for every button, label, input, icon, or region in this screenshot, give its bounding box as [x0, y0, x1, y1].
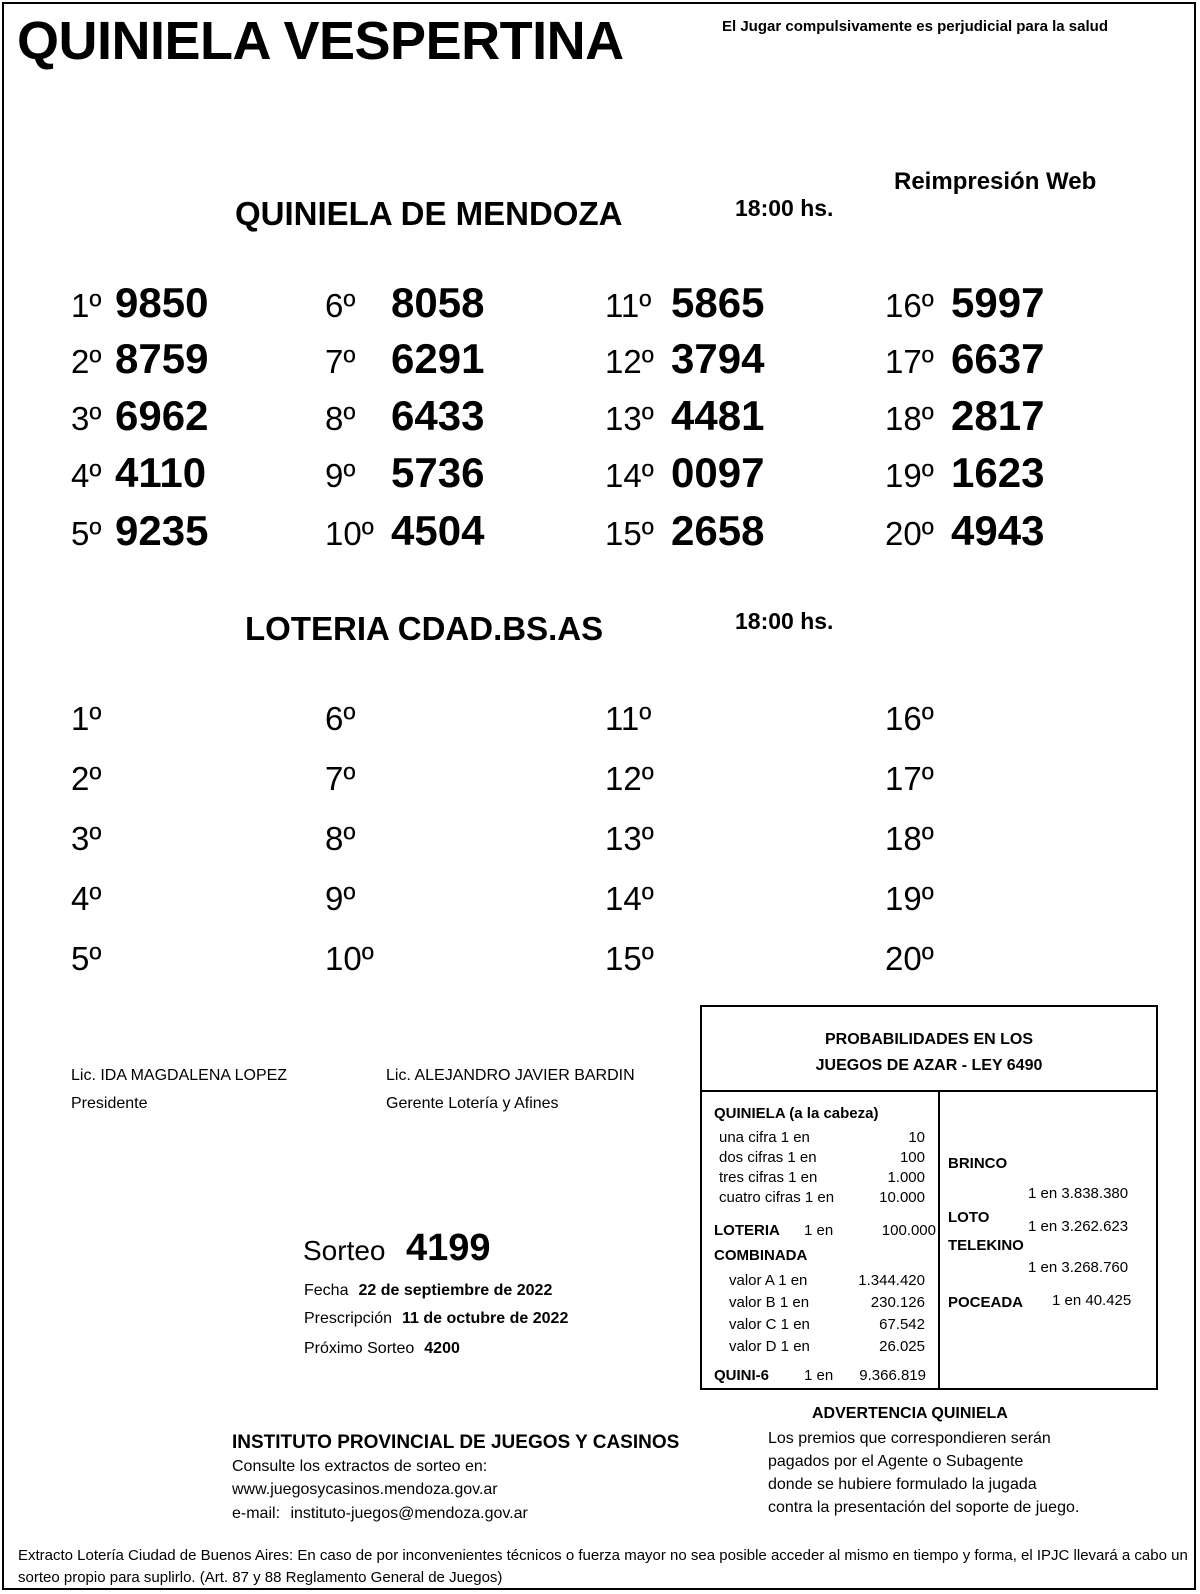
loteria-section-title: LOTERIA CDAD.BS.AS	[245, 610, 604, 647]
position-label: 18º	[885, 820, 934, 857]
winning-number: 8759	[115, 335, 209, 382]
position-label: 19º	[885, 457, 934, 494]
manager-role: Gerente Lotería y Afines	[386, 1095, 559, 1112]
brinco-prob-label: BRINCO	[948, 1155, 1008, 1172]
draw-prescription	[304, 1310, 568, 1328]
manager-name: Lic. ALEJANDRO JAVIER BARDIN	[386, 1067, 635, 1084]
mendoza-draw-time: 18:00 hs.	[735, 195, 834, 221]
winning-number: 6637	[951, 335, 1045, 382]
position-label: 19º	[885, 880, 934, 917]
position-label: 9º	[325, 457, 356, 494]
draw-date-label: Fecha	[304, 1282, 349, 1299]
quini6-prob-value: 9.366.819	[859, 1367, 926, 1384]
telekino-prob-label: TELEKINO	[948, 1237, 1024, 1254]
position-label: 15º	[605, 940, 654, 977]
advertencia-line: contra la presentación del soporte de juego.	[768, 1499, 1080, 1516]
loteria-result-10	[325, 940, 374, 978]
winning-number: 4481	[671, 392, 765, 439]
winning-number: 6962	[115, 392, 209, 439]
position-label: 2º	[71, 760, 102, 797]
probabilities-title-line2: JUEGOS DE AZAR - LEY 6490	[815, 1057, 1043, 1074]
signature-left	[71, 1062, 287, 1118]
next-draw	[304, 1340, 460, 1358]
position-label: 4º	[71, 457, 102, 494]
mendoza-result-4	[71, 449, 206, 497]
loteria-result-20	[885, 940, 934, 978]
position-label: 2º	[71, 343, 102, 380]
loteria-result-4	[71, 880, 111, 918]
position-label: 7º	[325, 760, 356, 797]
loto-prob-value: 1 en 3.262.623	[1028, 1218, 1129, 1235]
winning-number: 2817	[951, 392, 1045, 439]
position-label: 15º	[605, 515, 654, 552]
email-link[interactable]: instituto-juegos@mendoza.gov.ar	[290, 1505, 528, 1522]
position-label: 11º	[605, 700, 652, 737]
loteria-prob-text: 1 en	[804, 1222, 834, 1239]
loto-prob-label: LOTO	[948, 1209, 990, 1226]
quiniela-prob-row-label: cuatro cifras 1 en	[719, 1189, 835, 1206]
combinada-prob-row-value: 1.344.420	[858, 1272, 925, 1289]
combinada-prob-label: COMBINADA	[714, 1247, 808, 1264]
position-label: 16º	[885, 287, 934, 324]
loteria-result-18	[885, 820, 934, 858]
loteria-result-19	[885, 880, 934, 918]
position-label: 13º	[605, 400, 654, 437]
telekino-prob-value: 1 en 3.268.760	[1028, 1259, 1129, 1276]
position-label: 10º	[325, 940, 374, 977]
probabilities-box	[700, 1005, 1158, 1390]
quini6-prob-label: QUINI-6	[714, 1367, 770, 1384]
mendoza-result-8	[325, 392, 484, 440]
position-label: 20º	[885, 515, 934, 552]
mendoza-result-16	[885, 279, 1044, 327]
probabilities-header	[702, 1007, 1156, 1092]
winning-number: 9235	[115, 507, 209, 554]
quiniela-prob-label: QUINIELA (a la cabeza)	[714, 1105, 879, 1122]
institute-website-link[interactable]: www.juegosycasinos.mendoza.gov.ar	[232, 1481, 498, 1498]
probabilities-column-divider	[938, 1092, 940, 1388]
prescription-label: Prescripción	[304, 1310, 393, 1327]
mendoza-result-15	[605, 507, 764, 555]
position-label: 3º	[71, 820, 102, 857]
position-label: 8º	[325, 400, 356, 437]
sorteo-number: 4199	[406, 1227, 491, 1269]
winning-number: 6433	[391, 392, 485, 439]
position-label: 3º	[71, 400, 102, 437]
combinada-prob-row-label: valor B 1 en	[729, 1294, 810, 1311]
winning-number: 4943	[951, 507, 1045, 554]
mendoza-section-title: QUINIELA DE MENDOZA	[235, 195, 623, 232]
quiniela-prob-row-value: 10	[908, 1129, 925, 1146]
mendoza-result-3	[71, 392, 208, 440]
winning-number: 5736	[391, 449, 485, 496]
position-label: 17º	[885, 343, 934, 380]
position-label: 20º	[885, 940, 934, 977]
winning-number: 4110	[115, 449, 207, 496]
loteria-draw-time: 18:00 hs.	[735, 608, 834, 634]
institute-title: INSTITUTO PROVINCIAL DE JUEGOS Y CASINOS	[232, 1432, 680, 1453]
advertencia-line: donde se hubiere formulado la jugada	[768, 1476, 1037, 1493]
loteria-result-8	[325, 820, 365, 858]
mendoza-result-13	[605, 392, 764, 440]
position-label: 11º	[605, 287, 652, 324]
winning-number: 4504	[391, 507, 485, 554]
mendoza-result-1	[71, 279, 208, 327]
position-label: 1º	[71, 700, 102, 737]
email-label: e-mail:	[232, 1505, 281, 1522]
mendoza-result-6	[325, 279, 484, 327]
winning-number: 8058	[391, 279, 485, 326]
probabilities-title-line1: PROBABILIDADES EN LOS	[824, 1031, 1033, 1048]
quiniela-prob-row-label: tres cifras 1 en	[719, 1169, 818, 1186]
position-label: 16º	[885, 700, 934, 737]
mendoza-result-14	[605, 449, 764, 497]
mendoza-result-10	[325, 507, 484, 555]
institute-email	[232, 1505, 528, 1523]
quiniela-prob-row-label: una cifra 1 en	[719, 1129, 810, 1146]
president-name: Lic. IDA MAGDALENA LOPEZ	[71, 1067, 288, 1084]
loteria-result-14	[605, 880, 654, 918]
position-label: 10º	[325, 515, 374, 552]
page-title: QUINIELA VESPERTINA	[17, 11, 624, 71]
quiniela-prob-row-value: 10.000	[879, 1189, 925, 1206]
next-draw-label: Próximo Sorteo	[304, 1340, 415, 1357]
loteria-result-1	[71, 700, 111, 738]
position-label: 4º	[71, 880, 102, 917]
quiniela-prob-row-label: dos cifras 1 en	[719, 1149, 817, 1166]
winning-number: 2658	[671, 507, 765, 554]
mendoza-result-7	[325, 335, 484, 383]
president-role: Presidente	[71, 1095, 148, 1112]
loteria-result-7	[325, 760, 365, 798]
mendoza-result-20	[885, 507, 1044, 555]
winning-number: 1623	[951, 449, 1045, 496]
combinada-prob-row-label: valor C 1 en	[729, 1316, 810, 1333]
sorteo-label: Sorteo	[303, 1235, 386, 1266]
advertencia-line: pagados por el Agente o Subagente	[768, 1453, 1024, 1470]
position-label: 5º	[71, 940, 102, 977]
position-label: 12º	[605, 760, 654, 797]
loteria-result-15	[605, 940, 654, 978]
position-label: 9º	[325, 880, 356, 917]
loteria-prob-value: 100.000	[881, 1222, 936, 1239]
loteria-result-13	[605, 820, 654, 858]
position-label: 8º	[325, 820, 356, 857]
combinada-prob-row-label: valor A 1 en	[729, 1272, 808, 1289]
loteria-result-2	[71, 760, 111, 798]
position-label: 6º	[325, 287, 356, 324]
advertencia-line: Los premios que correspondieren serán	[768, 1430, 1051, 1447]
loteria-result-17	[885, 760, 934, 798]
position-label: 6º	[325, 700, 356, 737]
winning-number: 5865	[671, 279, 765, 326]
prescription-value: 11 de octubre de 2022	[402, 1310, 569, 1327]
mendoza-result-11	[605, 279, 764, 327]
quiniela-prob-row-value: 100	[899, 1149, 925, 1166]
quiniela-prob-row-value: 1.000	[887, 1169, 925, 1186]
combinada-prob-row-value: 26.025	[879, 1338, 925, 1355]
draw-date-value: 22 de septiembre de 2022	[358, 1282, 553, 1299]
advertencia-title: ADVERTENCIA QUINIELA	[812, 1405, 1008, 1422]
reprint-label: Reimpresión Web	[894, 168, 1097, 195]
poceada-prob-label: POCEADA	[948, 1294, 1024, 1311]
loteria-result-3	[71, 820, 111, 858]
mendoza-result-12	[605, 335, 764, 383]
combinada-prob-row-value: 67.542	[879, 1316, 925, 1333]
gambling-warning: El Jugar compulsivamente es perjudicial para la salud	[722, 18, 1108, 35]
quini6-prob-text: 1 en	[804, 1367, 834, 1384]
winning-number: 9850	[115, 279, 209, 326]
winning-number: 5997	[951, 279, 1045, 326]
winning-number: 3794	[671, 335, 765, 382]
loteria-result-16	[885, 700, 934, 738]
draw-date	[304, 1282, 552, 1300]
mendoza-result-5	[71, 507, 208, 555]
combinada-prob-row-label: valor D 1 en	[729, 1338, 810, 1355]
position-label: 12º	[605, 343, 654, 380]
mendoza-result-9	[325, 449, 484, 497]
institute-consult-text: Consulte los extractos de sorteo en:	[232, 1458, 488, 1475]
loteria-result-5	[71, 940, 111, 978]
loteria-result-12	[605, 760, 654, 798]
mendoza-result-2	[71, 335, 208, 383]
position-label: 1º	[71, 287, 102, 324]
position-label: 7º	[325, 343, 356, 380]
mendoza-result-18	[885, 392, 1044, 440]
loteria-prob-label: LOTERIA	[714, 1222, 780, 1239]
position-label: 13º	[605, 820, 654, 857]
winning-number: 6291	[391, 335, 485, 382]
position-label: 14º	[605, 457, 654, 494]
signature-right	[386, 1062, 635, 1118]
loteria-result-6	[325, 700, 365, 738]
combinada-prob-row-value: 230.126	[870, 1294, 925, 1311]
mendoza-result-19	[885, 449, 1044, 497]
loteria-result-9	[325, 880, 365, 918]
loteria-result-11	[605, 700, 651, 738]
position-label: 14º	[605, 880, 654, 917]
next-draw-value: 4200	[424, 1340, 460, 1357]
footer-note: Extracto Lotería Ciudad de Buenos Aires: En caso de por inconvenientes técnicos o fuerza mayor no sea posible acceder al mismo en tiempo y forma, el IPJC llevará a cabo un sorteo propio para suplirlo. (Art. 87 y 88 Reglamento General de Juegos)	[18, 1547, 1188, 1586]
mendoza-result-17	[885, 335, 1044, 383]
poceada-prob-value: 1 en 40.425	[1052, 1292, 1132, 1309]
position-label: 18º	[885, 400, 934, 437]
brinco-prob-value: 1 en 3.838.380	[1028, 1185, 1129, 1202]
position-label: 17º	[885, 760, 934, 797]
position-label: 5º	[71, 515, 102, 552]
winning-number: 0097	[671, 449, 765, 496]
